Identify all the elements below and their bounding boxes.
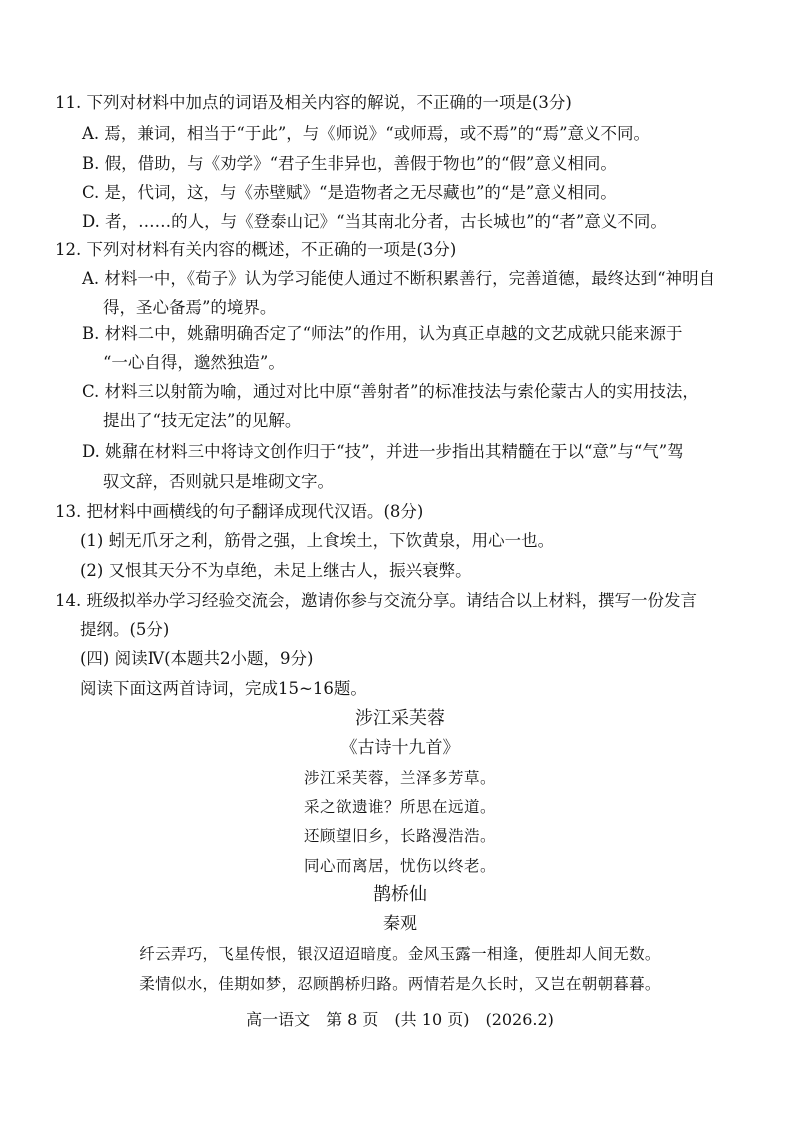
q12-option-c-line1: C. 材料三以射箭为喻，通过对比中原“善射者”的标准技法与索伦蒙古人的实用技法， bbox=[82, 382, 699, 401]
q11-stem: 11. 下列对材料中加点的词语及相关内容的解说，不正确的一项是(3分) bbox=[55, 93, 572, 112]
q12-option-c-line2: 提出了“技无定法”的见解。 bbox=[103, 411, 302, 430]
q12-option-d-line1: D. 姚鼐在材料三中将诗文创作归于“技”，并进一步指出其精髓在于以“意”与“气”驾 bbox=[82, 442, 684, 461]
q14-line2: 提纲。(5分) bbox=[80, 620, 170, 639]
page-footer: 高一语文 第 8 页 (共 10 页) (2026.2) bbox=[246, 1010, 554, 1029]
q12-option-d-line2: 驭文辞，否则就只是堆砌文字。 bbox=[103, 472, 334, 491]
q11-option-b: B. 假，借助，与《劝学》“君子生非异也，善假于物也”的“假”意义相同。 bbox=[82, 154, 617, 173]
q12-option-a-line1: A. 材料一中，《荀子》认为学习能使人通过不断积累善行，完善道德，最终达到“神明自 bbox=[82, 269, 716, 288]
poem1-line-4: 同心而离居，忧伤以终老。 bbox=[303, 857, 496, 875]
poem1-title: 涉江采芙蓉 bbox=[355, 708, 445, 729]
poem1-line-2: 采之欲遗谁？所思在远道。 bbox=[303, 798, 496, 816]
poem2-title: 鹊桥仙 bbox=[373, 884, 427, 905]
q11-option-d: D. 者，……的人，与《登泰山记》“当其南北分者，古长城也”的“者”意义不同。 bbox=[82, 212, 667, 231]
poem1-source: 《古诗十九首》 bbox=[340, 738, 460, 758]
q13-item-1: (1) 蚓无爪牙之利，筋骨之强，上食埃土，下饮黄泉，用心一也。 bbox=[80, 531, 555, 550]
poem2-line-2: 柔情似水，佳期如梦，忍顾鹊桥归路。两情若是久长时，又岂在朝朝暮暮。 bbox=[139, 975, 661, 993]
poem1-line-1: 涉江采芙蓉，兰泽多芳草。 bbox=[303, 769, 496, 787]
q12-stem: 12. 下列对材料有关内容的概述，不正确的一项是(3分) bbox=[55, 240, 457, 259]
section4-instruction: 阅读下面这两首诗词，完成15~16题。 bbox=[80, 679, 367, 698]
q11-option-a: A. 焉，兼词，相当于“于此”，与《师说》“或师焉，或不焉”的“焉”意义不同。 bbox=[82, 124, 651, 143]
poem2-author: 秦观 bbox=[383, 914, 417, 934]
q13-item-2: (2) 又恨其天分不为卓绝，未足上继古人，振兴衰弊。 bbox=[80, 561, 472, 580]
q12-option-b-line2: “一心自得，邈然独造”。 bbox=[103, 353, 285, 372]
q13-stem: 13. 把材料中画横线的句子翻译成现代汉语。(8分) bbox=[55, 502, 424, 521]
section4-heading: (四) 阅读Ⅳ(本题共2小题，9分) bbox=[80, 649, 314, 668]
q11-option-c: C. 是，代词，这，与《赤壁赋》“是造物者之无尽藏也”的“是”意义相同。 bbox=[82, 183, 617, 202]
poem2-line-1: 纤云弄巧，飞星传恨，银汉迢迢暗度。金风玉露一相逢，便胜却人间无数。 bbox=[139, 945, 661, 963]
q12-option-a-line2: 得，圣心备焉”的境界。 bbox=[103, 298, 277, 317]
q14-line1: 14. 班级拟举办学习经验交流会，邀请你参与交流分享。请结合以上材料，撰写一份发言 bbox=[55, 591, 697, 610]
q12-option-b-line1: B. 材料二中，姚鼐明确否定了“师法”的作用，认为真正卓越的文艺成就只能来源于 bbox=[82, 324, 683, 343]
poem1-line-3: 还顾望旧乡，长路漫浩浩。 bbox=[303, 827, 496, 845]
